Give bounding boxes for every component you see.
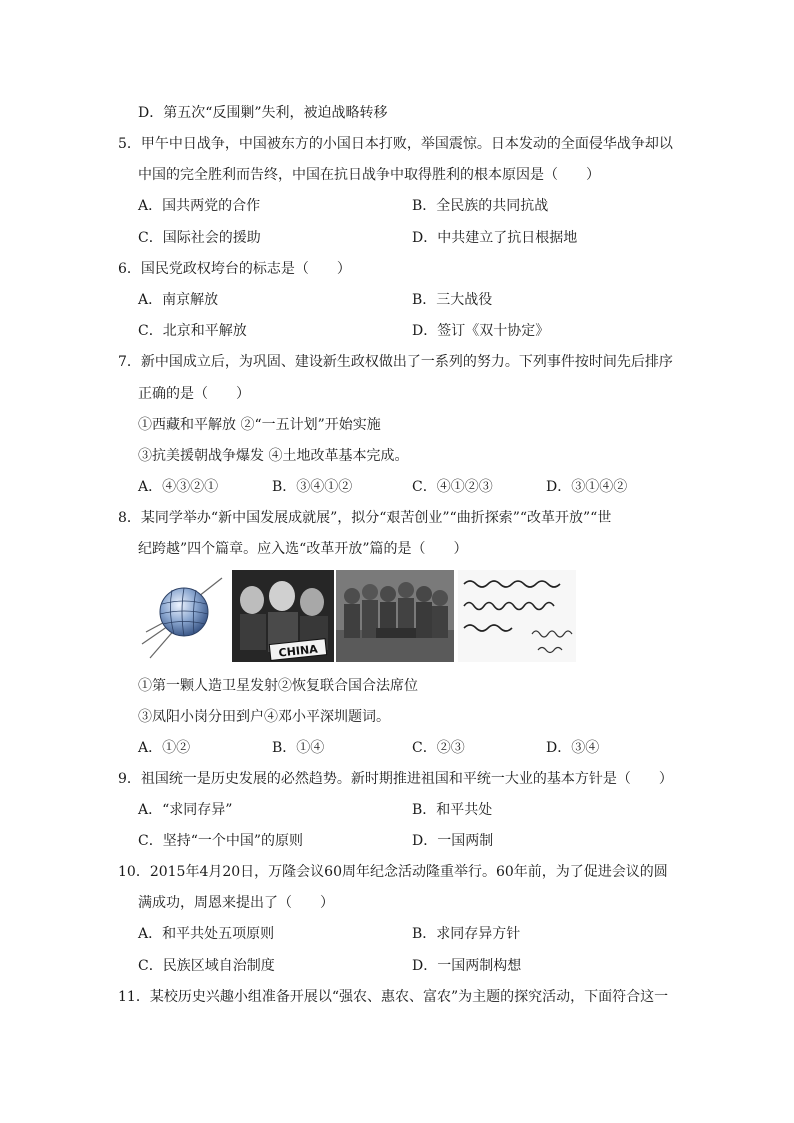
q5-option-a: A．国共两党的合作 (138, 198, 261, 214)
un-seat-photo (232, 570, 334, 662)
q5-option-b: B．全民族的共同抗战 (412, 198, 549, 214)
q5-option-c: C．国际社会的援助 (138, 230, 261, 246)
q8-item-line1: ①第一颗人造卫星发射②恢复联合国合法席位 (138, 678, 418, 694)
q7-option-c: C．④①②③ (412, 479, 493, 495)
q6-option-d: D．签订《双十协定》 (412, 323, 550, 339)
q7-option-d: D．③①④② (546, 479, 628, 495)
q10-option-c: C．民族区域自治制度 (138, 958, 275, 974)
q8-option-a: A．①② (138, 740, 191, 756)
q10-option-d: D．一国两制构想 (412, 958, 522, 974)
q7-stem-line2: 正确的是（ ） (138, 386, 250, 402)
xiaogang-sculpture-photo (336, 570, 454, 662)
q9-option-b: B．和平共处 (412, 802, 493, 818)
q9-option-a: A．“求同存异” (138, 802, 233, 818)
q11-stem-line1: 11．某校历史兴趣小组准备开展以“强农、惠农、富农”为主题的探究活动，下面符合这一 (118, 989, 669, 1005)
q4-option-d: D．第五次“反围剿”失利，被迫战略转移 (138, 105, 388, 121)
q8-item-line2: ③凤阳小岗分田到户④邓小平深圳题词。 (138, 709, 390, 725)
q8-stem-line2: 纪跨越”四个篇章。应入选“改革开放”篇的是（ ） (138, 541, 468, 557)
satellite-icon (138, 570, 230, 662)
q9-option-c: C．坚持“一个中国”的原则 (138, 833, 304, 849)
q8-image-strip (138, 570, 578, 664)
q7-stem-line1: 7．新中国成立后，为巩固、建设新生政权做出了一系列的努力。下列事件按时间先后排序 (118, 354, 673, 370)
q8-option-c: C．②③ (412, 740, 465, 756)
q7-option-b: B．③④①② (272, 479, 353, 495)
q8-stem-line1: 8．某同学举办“新中国发展成就展”，拟分“艰苦创业”“曲折探索”“改革开放”“世 (118, 510, 612, 526)
q5-stem-line1: 5．甲午中日战争，中国被东方的小国日本打败，举国震惊。日本发动的全面侵华战争却以 (118, 136, 673, 152)
q8-option-d: D．③④ (546, 740, 600, 756)
q7-item-line1: ①西藏和平解放 ②“一五计划”开始实施 (138, 417, 381, 433)
q10-option-b: B．求同存异方针 (412, 926, 521, 942)
q6-option-b: B．三大战役 (412, 292, 493, 308)
q8-option-b: B．①④ (272, 740, 325, 756)
q9-option-d: D．一国两制 (412, 833, 494, 849)
q6-stem: 6．国民党政权垮台的标志是（ ） (118, 261, 351, 277)
calligraphy-inscription (458, 570, 576, 662)
q6-option-a: A．南京解放 (138, 292, 219, 308)
q10-option-a: A．和平共处五项原则 (138, 926, 275, 942)
q5-stem-line2: 中国的完全胜利而告终，中国在抗日战争中取得胜利的根本原因是（ ） (138, 167, 600, 183)
q7-item-line2: ③抗美援朝战争爆发 ④土地改革基本完成。 (138, 448, 409, 464)
q7-option-a: A．④③②① (138, 479, 219, 495)
china-sign-text: CHINA (278, 642, 319, 660)
q10-stem-line2: 满成功，周恩来提出了（ ） (138, 895, 334, 911)
q10-stem-line1: 10．2015年4月20日，万隆会议60周年纪念活动隆重举行。60年前，为了促进会议的圆 (118, 864, 668, 880)
q5-option-d: D．中共建立了抗日根据地 (412, 230, 578, 246)
q9-stem: 9．祖国统一是历史发展的必然趋势。新时期推进祖国和平统一大业的基本方针是（ ） (118, 771, 673, 787)
q6-option-c: C．北京和平解放 (138, 323, 247, 339)
